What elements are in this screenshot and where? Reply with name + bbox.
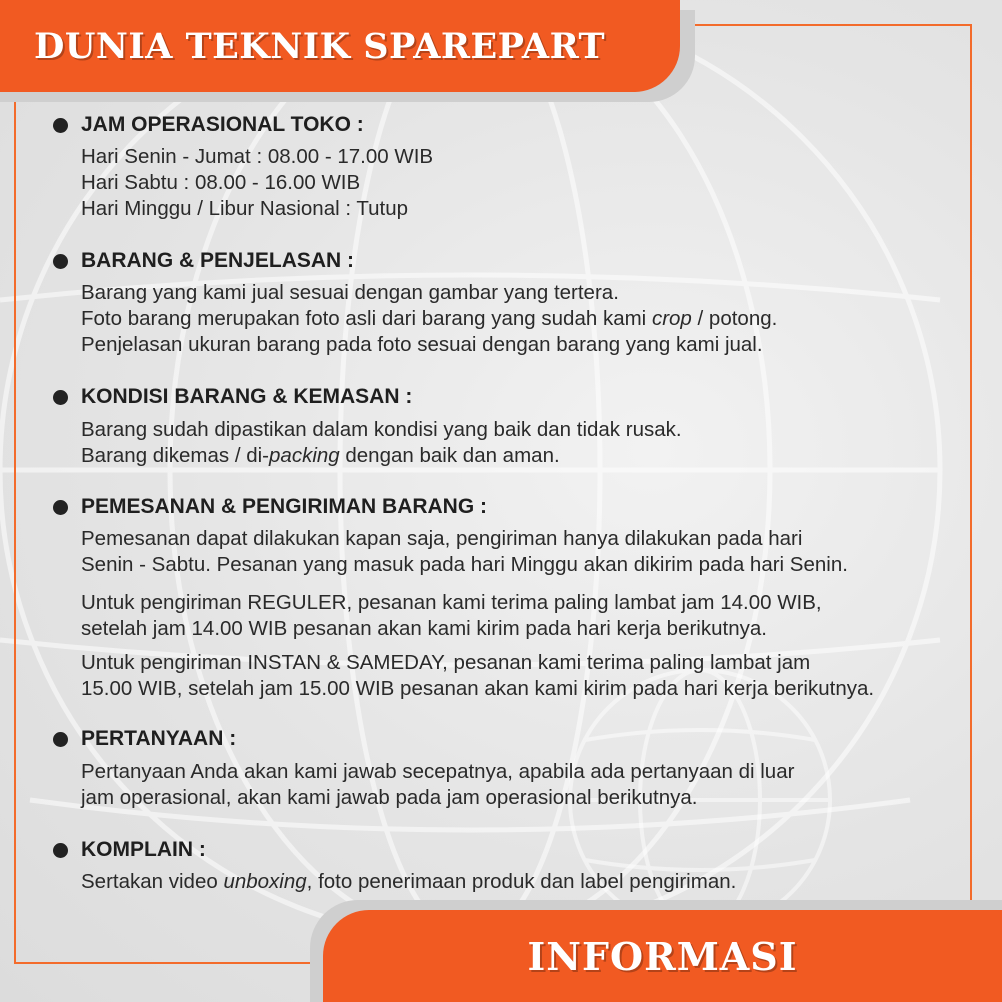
- bullet-icon: [53, 390, 68, 405]
- section-heading: KOMPLAIN :: [81, 838, 206, 861]
- section-heading: JAM OPERASIONAL TOKO :: [81, 113, 364, 136]
- text-line: Barang yang kami jual sesuai dengan gambar yang tertera.: [81, 281, 619, 304]
- section-heading: BARANG & PENJELASAN :: [81, 249, 355, 272]
- section-heading: PEMESANAN & PENGIRIMAN BARANG :: [81, 495, 488, 518]
- text-line: Senin - Sabtu. Pesanan yang masuk pada hari Minggu akan dikirim pada hari Senin.: [81, 553, 848, 576]
- text-line: Hari Sabtu : 08.00 - 16.00 WIB: [81, 171, 361, 194]
- footer-banner: [323, 910, 1002, 1002]
- text-line: Sertakan video unboxing, foto penerimaan produk dan label pengiriman.: [81, 870, 737, 893]
- text-line: Untuk pengiriman INSTAN & SAMEDAY, pesanan kami terima paling lambat jam: [81, 651, 811, 674]
- text-line: 15.00 WIB, setelah jam 15.00 WIB pesanan akan kami kirim pada hari kerja berikutnya.: [81, 677, 875, 700]
- text-line: Penjelasan ukuran barang pada foto sesuai dengan barang yang kami jual.: [81, 333, 763, 356]
- bullet-icon: [53, 732, 68, 747]
- text-line: Foto barang merupakan foto asli dari barang yang sudah kami crop / potong.: [81, 307, 778, 330]
- bullet-icon: [53, 254, 68, 269]
- header-banner: [0, 0, 680, 92]
- text-line: Hari Senin - Jumat : 08.00 - 17.00 WIB: [81, 145, 434, 168]
- footer-title: INFORMASI: [527, 933, 798, 979]
- text-line: Barang dikemas / di-packing dengan baik dan aman.: [81, 444, 560, 467]
- bullet-icon: [53, 500, 68, 515]
- text-line: Barang sudah dipastikan dalam kondisi yang baik dan tidak rusak.: [81, 418, 682, 441]
- bullet-icon: [53, 118, 68, 133]
- section-heading: PERTANYAAN :: [81, 727, 237, 750]
- section-heading: KONDISI BARANG & KEMASAN :: [81, 385, 413, 408]
- text-line: Untuk pengiriman REGULER, pesanan kami terima paling lambat jam 14.00 WIB,: [81, 591, 822, 614]
- text-line: jam operasional, akan kami jawab pada jam operasional berikutnya.: [81, 786, 698, 809]
- text-line: Hari Minggu / Libur Nasional : Tutup: [81, 197, 409, 220]
- bullet-icon: [53, 843, 68, 858]
- store-name: DUNIA TEKNIK SPAREPART: [34, 25, 606, 67]
- text-line: Pemesanan dapat dilakukan kapan saja, pengiriman hanya dilakukan pada hari: [81, 527, 803, 550]
- text-line: setelah jam 14.00 WIB pesanan akan kami kirim pada hari kerja berikutnya.: [81, 617, 767, 640]
- text-line: Pertanyaan Anda akan kami jawab secepatnya, apabila ada pertanyaan di luar: [81, 760, 795, 783]
